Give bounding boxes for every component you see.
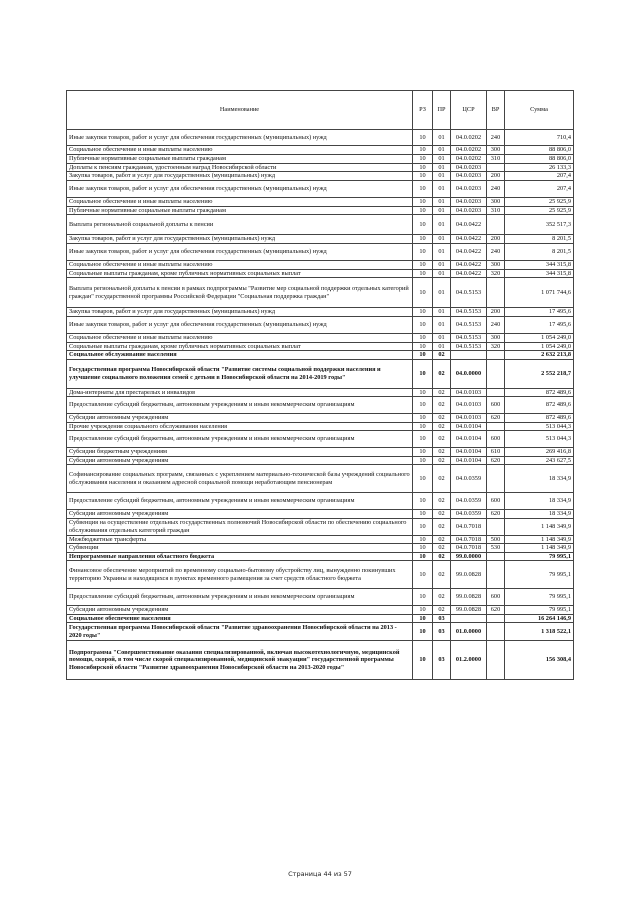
table-row (67, 465, 574, 493)
row-pr: 01 (433, 316, 451, 333)
row-sum: 25 925,9 (505, 197, 574, 206)
table-row (67, 215, 574, 235)
row-name: Государственная программа Новосибирской области "Развитие системы социальной поддержки населения и улучшение социального положения семей с детьми в Новосибирской области на 2014-2019 годы" (67, 359, 413, 388)
row-csr: 04.0.0104 (451, 422, 487, 431)
row-sum: 17 495,6 (505, 316, 574, 333)
row-name: Доплаты к пенсиям гражданам, удостоенным наград Новосибирской области (67, 163, 413, 172)
row-rz: 10 (413, 456, 433, 465)
row-vr (487, 278, 505, 308)
row-rz: 10 (413, 535, 433, 544)
row-rz: 10 (413, 561, 433, 589)
row-rz: 10 (413, 243, 433, 260)
row-csr: 04.0.0422 (451, 215, 487, 235)
row-csr: 04.0.0203 (451, 180, 487, 197)
row-rz: 10 (413, 388, 433, 397)
row-csr: 04.0.7018 (451, 544, 487, 553)
row-pr: 02 (433, 422, 451, 431)
row-name: Публичные нормативные социальные выплаты гражданам (67, 206, 413, 215)
row-rz: 10 (413, 606, 433, 615)
row-rz: 10 (413, 269, 433, 278)
row-csr: 04.0.0203 (451, 197, 487, 206)
row-sum: 344 315,8 (505, 269, 574, 278)
row-pr: 03 (433, 623, 451, 641)
row-vr: 300 (487, 146, 505, 155)
row-sum: 79 995,1 (505, 552, 574, 561)
row-sum: 25 925,9 (505, 206, 574, 215)
table-row (67, 448, 574, 457)
row-name: Иные закупки товаров, работ и услуг для обеспечения государственных (муниципальных) нужд (67, 243, 413, 260)
row-vr: 530 (487, 544, 505, 553)
row-pr: 01 (433, 260, 451, 269)
row-pr: 01 (433, 278, 451, 308)
table-row (67, 397, 574, 414)
row-pr: 02 (433, 448, 451, 457)
row-rz: 10 (413, 146, 433, 155)
row-rz: 10 (413, 260, 433, 269)
row-name: Непрограммные направления областного бюджета (67, 552, 413, 561)
row-sum: 513 044,3 (505, 422, 574, 431)
row-pr: 02 (433, 535, 451, 544)
row-sum: 1 148 349,9 (505, 535, 574, 544)
row-vr (487, 614, 505, 623)
row-pr: 02 (433, 493, 451, 510)
row-vr: 300 (487, 260, 505, 269)
row-sum: 79 995,1 (505, 589, 574, 606)
row-name: Субвенция на осуществление отдельных государственных полномочий Новосибирской области по обеспечению социального обслуживания отдельных категорий граждан (67, 518, 413, 535)
table-row (67, 278, 574, 308)
row-rz: 10 (413, 448, 433, 457)
row-vr: 200 (487, 308, 505, 317)
row-vr (487, 561, 505, 589)
row-rz: 10 (413, 316, 433, 333)
row-vr: 620 (487, 510, 505, 519)
table-row (67, 316, 574, 333)
row-rz: 10 (413, 431, 433, 448)
row-vr (487, 422, 505, 431)
table-row (67, 308, 574, 317)
table-row (67, 197, 574, 206)
row-name: Выплата региональной доплаты к пенсии в рамках подпрограммы "Развитие мер социальной поддержки отдельных категорий граждан" государственной программы Российской Федерации "Социальная поддержка граждан" (67, 278, 413, 308)
row-name: Дома-интернаты для престарелых и инвалидов (67, 388, 413, 397)
table-row (67, 260, 574, 269)
header-name: Наименование (67, 91, 413, 130)
row-sum: 269 416,8 (505, 448, 574, 457)
table-row (67, 206, 574, 215)
table-row (67, 561, 574, 589)
row-vr: 200 (487, 235, 505, 244)
row-csr: 04.0.5153 (451, 316, 487, 333)
row-pr: 01 (433, 215, 451, 235)
row-vr: 610 (487, 448, 505, 457)
row-csr: 04.0.0000 (451, 359, 487, 388)
row-csr: 04.0.7018 (451, 518, 487, 535)
row-vr: 600 (487, 493, 505, 510)
table-body (67, 130, 574, 680)
row-name: Подпрограмма "Совершенствование оказания специализированной, включая высокотехнологичную, медицинской помощи, скорой, в том числе скорой специализированной, медицинской эвакуации" государственной программы Новосибирской области "Развитие здравоохранения Новосибирской области на 2013-2020 годы" (67, 641, 413, 680)
row-name: Субсидии автономным учреждениям (67, 456, 413, 465)
row-pr: 02 (433, 388, 451, 397)
row-vr: 620 (487, 414, 505, 423)
row-sum: 79 995,1 (505, 561, 574, 589)
row-vr: 300 (487, 333, 505, 342)
table-row (67, 623, 574, 641)
row-name: Социальные выплаты гражданам, кроме публичных нормативных социальных выплат (67, 342, 413, 351)
row-csr: 04.0.0202 (451, 155, 487, 164)
table-row (67, 552, 574, 561)
row-csr: 04.0.7018 (451, 535, 487, 544)
row-vr: 500 (487, 535, 505, 544)
row-rz: 10 (413, 359, 433, 388)
row-name: Закупка товаров, работ и услуг для государственных (муниципальных) нужд (67, 308, 413, 317)
row-pr: 02 (433, 456, 451, 465)
table-row (67, 130, 574, 146)
row-pr: 02 (433, 544, 451, 553)
row-csr: 04.0.0104 (451, 456, 487, 465)
row-sum: 26 133,3 (505, 163, 574, 172)
row-pr: 01 (433, 206, 451, 215)
row-vr: 620 (487, 606, 505, 615)
row-vr (487, 552, 505, 561)
table-row (67, 359, 574, 388)
row-pr: 01 (433, 308, 451, 317)
row-sum: 243 627,5 (505, 456, 574, 465)
table-row (67, 535, 574, 544)
row-vr: 240 (487, 243, 505, 260)
table-row (67, 351, 574, 360)
row-csr: 04.0.0202 (451, 130, 487, 146)
row-sum: 88 806,0 (505, 155, 574, 164)
row-rz: 10 (413, 465, 433, 493)
row-name: Предоставление субсидий бюджетным, автономным учреждениям и иным некоммерческим организациям (67, 397, 413, 414)
row-vr (487, 623, 505, 641)
row-rz: 10 (413, 510, 433, 519)
row-csr (451, 351, 487, 360)
row-pr: 02 (433, 510, 451, 519)
row-sum: 8 201,5 (505, 243, 574, 260)
row-pr: 01 (433, 342, 451, 351)
row-vr: 600 (487, 589, 505, 606)
table-row (67, 146, 574, 155)
row-name: Прочие учреждения социального обслуживания населения (67, 422, 413, 431)
table-row (67, 342, 574, 351)
row-name: Публичные нормативные социальные выплаты гражданам (67, 155, 413, 164)
row-csr: 04.0.0422 (451, 243, 487, 260)
table-row (67, 163, 574, 172)
row-name: Иные закупки товаров, работ и услуг для обеспечения государственных (муниципальных) нужд (67, 180, 413, 197)
page-number: Страница 44 из 57 (288, 870, 352, 878)
row-vr: 200 (487, 172, 505, 181)
row-rz: 10 (413, 333, 433, 342)
row-sum: 18 334,9 (505, 510, 574, 519)
row-rz: 10 (413, 552, 433, 561)
row-name: Субсидии автономным учреждениям (67, 414, 413, 423)
row-rz: 10 (413, 308, 433, 317)
row-pr: 02 (433, 359, 451, 388)
row-name: Социальное обеспечение и иные выплаты населению (67, 146, 413, 155)
row-name: Предоставление субсидий бюджетным, автономным учреждениям и иным некоммерческим организациям (67, 431, 413, 448)
row-csr (451, 614, 487, 623)
row-rz: 10 (413, 206, 433, 215)
row-pr: 01 (433, 172, 451, 181)
row-vr (487, 359, 505, 388)
row-rz: 10 (413, 493, 433, 510)
row-name: Социальное обеспечение и иные выплаты населению (67, 197, 413, 206)
row-csr: 99.0.0828 (451, 606, 487, 615)
table-row (67, 614, 574, 623)
row-name: Социальное обеспечение населения (67, 614, 413, 623)
table-row (67, 518, 574, 535)
row-name: Предоставление субсидий бюджетным, автономным учреждениям и иным некоммерческим организациям (67, 493, 413, 510)
row-sum: 872 489,6 (505, 397, 574, 414)
row-vr: 600 (487, 431, 505, 448)
table-row (67, 493, 574, 510)
row-vr (487, 215, 505, 235)
row-sum: 79 995,1 (505, 606, 574, 615)
row-rz: 10 (413, 155, 433, 164)
row-csr: 04.0.0103 (451, 397, 487, 414)
row-name: Субсидии автономным учреждениям (67, 606, 413, 615)
row-csr: 04.0.0359 (451, 465, 487, 493)
row-rz: 10 (413, 623, 433, 641)
row-name: Закупка товаров, работ и услуг для государственных (муниципальных) нужд (67, 235, 413, 244)
row-sum: 17 495,6 (505, 308, 574, 317)
row-pr: 02 (433, 397, 451, 414)
row-sum: 1 318 522,1 (505, 623, 574, 641)
row-name: Социальное обеспечение и иные выплаты населению (67, 260, 413, 269)
row-pr: 03 (433, 614, 451, 623)
row-csr: 04.0.0422 (451, 260, 487, 269)
row-sum: 207,4 (505, 172, 574, 181)
row-csr: 04.0.0103 (451, 388, 487, 397)
row-pr: 02 (433, 606, 451, 615)
row-vr: 600 (487, 397, 505, 414)
table-row (67, 510, 574, 519)
table-row (67, 641, 574, 680)
row-rz: 10 (413, 544, 433, 553)
row-csr: 04.0.0359 (451, 510, 487, 519)
row-csr: 04.0.0104 (451, 448, 487, 457)
row-sum: 710,4 (505, 130, 574, 146)
row-pr: 01 (433, 130, 451, 146)
row-csr: 99.0.0828 (451, 589, 487, 606)
row-csr: 04.0.0202 (451, 146, 487, 155)
row-sum: 344 315,8 (505, 260, 574, 269)
row-pr: 01 (433, 155, 451, 164)
row-sum: 1 071 744,6 (505, 278, 574, 308)
row-name: Субвенции (67, 544, 413, 553)
row-sum: 16 264 146,9 (505, 614, 574, 623)
row-vr: 620 (487, 456, 505, 465)
row-pr: 01 (433, 269, 451, 278)
row-sum: 1 054 249,0 (505, 342, 574, 351)
row-name: Финансовое обеспечение мероприятий по временному социально-бытовому обустройству лиц, вынужденно покинувших территорию Украины и находящихся в пунктах временного размещения за счет средств областного бюджета (67, 561, 413, 589)
row-csr: 04.0.0359 (451, 493, 487, 510)
row-rz: 10 (413, 215, 433, 235)
row-pr: 01 (433, 235, 451, 244)
row-vr: 240 (487, 316, 505, 333)
table-row (67, 589, 574, 606)
row-csr: 01.2.0000 (451, 641, 487, 680)
header-vr: ВР (487, 91, 505, 130)
row-rz: 10 (413, 351, 433, 360)
row-vr (487, 641, 505, 680)
table-row (67, 456, 574, 465)
row-pr: 01 (433, 333, 451, 342)
row-rz: 10 (413, 397, 433, 414)
row-pr: 02 (433, 414, 451, 423)
row-pr: 03 (433, 641, 451, 680)
row-pr: 01 (433, 243, 451, 260)
row-sum: 1 148 349,9 (505, 544, 574, 553)
row-vr: 320 (487, 342, 505, 351)
row-rz: 10 (413, 414, 433, 423)
row-csr: 04.0.0104 (451, 431, 487, 448)
row-vr: 310 (487, 206, 505, 215)
table-row (67, 269, 574, 278)
row-vr: 240 (487, 130, 505, 146)
row-vr (487, 388, 505, 397)
budget-table (66, 90, 574, 680)
row-csr: 04.0.0422 (451, 235, 487, 244)
row-vr: 320 (487, 269, 505, 278)
row-rz: 10 (413, 641, 433, 680)
row-vr: 310 (487, 155, 505, 164)
row-sum: 156 308,4 (505, 641, 574, 680)
row-name: Предоставление субсидий бюджетным, автономным учреждениям и иным некоммерческим организациям (67, 589, 413, 606)
row-csr: 01.0.0000 (451, 623, 487, 641)
table-row (67, 544, 574, 553)
row-sum: 207,4 (505, 180, 574, 197)
row-pr: 01 (433, 146, 451, 155)
row-name: Закупка товаров, работ и услуг для государственных (муниципальных) нужд (67, 172, 413, 181)
table-row (67, 414, 574, 423)
table-row (67, 180, 574, 197)
row-vr (487, 163, 505, 172)
row-vr (487, 518, 505, 535)
row-rz: 10 (413, 180, 433, 197)
row-rz: 10 (413, 518, 433, 535)
row-name: Социальное обеспечение и иные выплаты населению (67, 333, 413, 342)
row-rz: 10 (413, 278, 433, 308)
row-sum: 872 489,6 (505, 414, 574, 423)
row-name: Межбюджетные трансферты (67, 535, 413, 544)
row-csr: 99.0.0000 (451, 552, 487, 561)
row-sum: 513 044,3 (505, 431, 574, 448)
row-rz: 10 (413, 422, 433, 431)
row-csr: 99.0.0828 (451, 561, 487, 589)
row-rz: 10 (413, 197, 433, 206)
row-name: Выплата региональной социальной доплаты к пенсии (67, 215, 413, 235)
row-sum: 872 489,6 (505, 388, 574, 397)
row-csr: 04.0.0203 (451, 172, 487, 181)
row-pr: 02 (433, 465, 451, 493)
table-row (67, 155, 574, 164)
row-name: Субсидии бюджетным учреждениям (67, 448, 413, 457)
row-pr: 01 (433, 163, 451, 172)
row-rz: 10 (413, 163, 433, 172)
row-csr: 04.0.0103 (451, 414, 487, 423)
row-rz: 10 (413, 614, 433, 623)
row-rz: 10 (413, 172, 433, 181)
row-csr: 04.0.5153 (451, 278, 487, 308)
row-csr: 04.0.0422 (451, 269, 487, 278)
table-row (67, 431, 574, 448)
table-row (67, 333, 574, 342)
row-name: Иные закупки товаров, работ и услуг для обеспечения государственных (муниципальных) нужд (67, 130, 413, 146)
row-name: Иные закупки товаров, работ и услуг для обеспечения государственных (муниципальных) нужд (67, 316, 413, 333)
row-name: Социальные выплаты гражданам, кроме публичных нормативных социальных выплат (67, 269, 413, 278)
table-header-row (67, 91, 574, 130)
header-rz: РЗ (413, 91, 433, 130)
row-sum: 2 552 218,7 (505, 359, 574, 388)
row-pr: 01 (433, 197, 451, 206)
header-pr: ПР (433, 91, 451, 130)
row-csr: 04.0.0203 (451, 206, 487, 215)
table-row (67, 172, 574, 181)
table-row (67, 243, 574, 260)
header-sum: Сумма (505, 91, 574, 130)
row-csr: 04.0.5153 (451, 333, 487, 342)
row-pr: 02 (433, 561, 451, 589)
row-rz: 10 (413, 130, 433, 146)
row-sum: 18 334,9 (505, 465, 574, 493)
row-pr: 02 (433, 518, 451, 535)
row-rz: 10 (413, 235, 433, 244)
row-csr: 04.0.5153 (451, 342, 487, 351)
row-pr: 02 (433, 589, 451, 606)
row-csr: 04.0.0203 (451, 163, 487, 172)
table-row (67, 388, 574, 397)
row-name: Субсидии автономным учреждениям (67, 510, 413, 519)
row-sum: 18 334,9 (505, 493, 574, 510)
row-sum: 88 806,0 (505, 146, 574, 155)
row-sum: 8 201,5 (505, 235, 574, 244)
row-rz: 10 (413, 589, 433, 606)
row-pr: 01 (433, 180, 451, 197)
row-name: Социальное обслуживание населения (67, 351, 413, 360)
row-sum: 352 517,3 (505, 215, 574, 235)
row-csr: 04.0.5153 (451, 308, 487, 317)
row-vr (487, 465, 505, 493)
row-vr: 240 (487, 180, 505, 197)
header-csr: ЦСР (451, 91, 487, 130)
row-vr (487, 351, 505, 360)
table-row (67, 422, 574, 431)
table-row (67, 235, 574, 244)
row-sum: 1 148 349,9 (505, 518, 574, 535)
row-sum: 1 054 249,0 (505, 333, 574, 342)
row-sum: 2 632 213,8 (505, 351, 574, 360)
row-pr: 02 (433, 351, 451, 360)
table-row (67, 606, 574, 615)
row-name: Государственная программа Новосибирской области "Развитие здравоохранения Новосибирской области на 2013 - 2020 годы" (67, 623, 413, 641)
row-vr: 300 (487, 197, 505, 206)
row-name: Софинансирование социальных программ, связанных с укреплением материально-технической базы учреждений социального обслуживания населения и оказанием адресной социальной помощи неработающим пенсионерам (67, 465, 413, 493)
row-pr: 02 (433, 431, 451, 448)
row-rz: 10 (413, 342, 433, 351)
row-pr: 02 (433, 552, 451, 561)
